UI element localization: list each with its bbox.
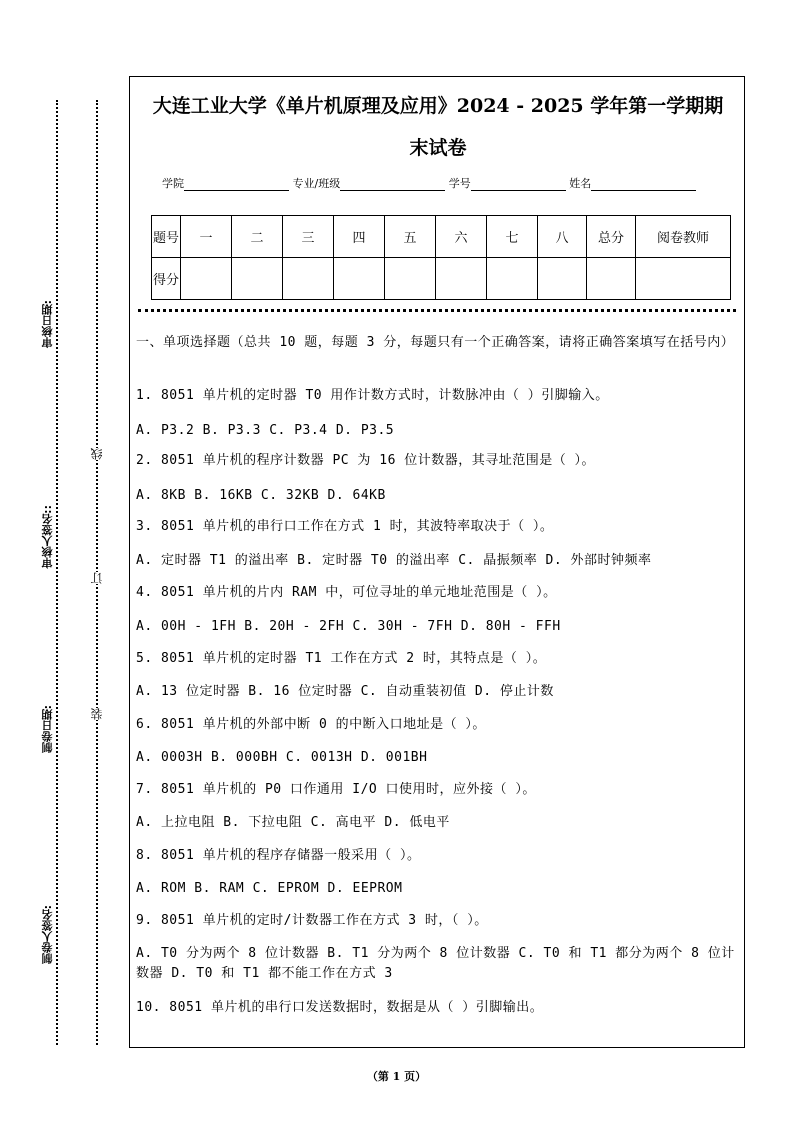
- score-row-label: 得分: [152, 258, 181, 300]
- options-9: A. T0 分为两个 8 位计数器 B. T1 分为两个 8 位计数器 C. T0 和 T1 都分为两个 8 位计数器 D. T0 和 T1 都不能工作在方式 3: [136, 946, 735, 981]
- score-cell[interactable]: [487, 258, 538, 300]
- question-4: 4. 8051 单片机的片内 RAM 中，可位寻址的单元地址范围是（ ）。: [136, 585, 557, 600]
- score-cell[interactable]: [538, 258, 587, 300]
- question-2: 2. 8051 单片机的程序计数器 PC 为 16 位计数器，其寻址范围是（ ）。: [136, 453, 596, 468]
- binding-dotted-line-outer: [56, 100, 58, 1045]
- question-9: 9. 8051 单片机的定时/计数器工作在方式 3 时，（ ）。: [136, 913, 488, 928]
- student-info-row: [162, 175, 696, 191]
- student-id-field[interactable]: [471, 178, 566, 191]
- compile-date-label: 制卷日期:: [41, 705, 54, 754]
- binding-word-ding: 订: [90, 572, 104, 584]
- student-id-label: 学号: [448, 177, 471, 190]
- question-number-header: 题号: [152, 216, 181, 258]
- options-5: A. 13 位定时器 B. 16 位定时器 C. 自动重装初值 D. 停止计数: [136, 684, 554, 699]
- col-1: 一: [181, 216, 232, 258]
- col-6: 六: [436, 216, 487, 258]
- major-label: 专业/班级: [292, 177, 341, 190]
- col-3: 三: [283, 216, 334, 258]
- question-1: 1. 8051 单片机的定时器 T0 用作计数方式时，计数脉冲由（ ）引脚输入。: [136, 388, 609, 403]
- section-heading: 一、单项选择题（总共 10 题，每题 3 分，每题只有一个正确答案，请将正确答案填写在括号内）: [136, 335, 735, 350]
- page-number: （第 1 页）: [366, 1070, 427, 1083]
- score-cell[interactable]: [283, 258, 334, 300]
- exam-title-line2: 末试卷: [409, 137, 467, 159]
- score-cell[interactable]: [232, 258, 283, 300]
- grader-header: 阅卷教师: [636, 216, 731, 258]
- question-7: 7. 8051 单片机的 P0 口作通用 I/O 口使用时，应外接（ ）。: [136, 782, 536, 797]
- question-6: 6. 8051 单片机的外部中断 0 的中断入口地址是（ ）。: [136, 717, 486, 732]
- col-4: 四: [334, 216, 385, 258]
- col-8: 八: [538, 216, 587, 258]
- exam-frame: [129, 76, 745, 1048]
- dotted-separator: [138, 309, 736, 312]
- compiler-signature-label: 制卷人签名:: [41, 905, 54, 965]
- col-total: 总分: [587, 216, 636, 258]
- name-field[interactable]: [591, 178, 696, 191]
- score-cell[interactable]: [334, 258, 385, 300]
- reviewer-signature-label: 审核人签名::: [41, 505, 54, 569]
- options-1: A. P3.2 B. P3.3 C. P3.4 D. P3.5: [136, 423, 395, 438]
- question-3: 3. 8051 单片机的串行口工作在方式 1 时，其波特率取决于（ ）。: [136, 519, 554, 534]
- options-4: A. 00H - 1FH B. 20H - 2FH C. 30H - 7FH D. 80H - FFH: [136, 619, 561, 634]
- college-field[interactable]: [184, 178, 289, 191]
- question-5: 5. 8051 单片机的定时器 T1 工作在方式 2 时，其特点是（ ）。: [136, 651, 547, 666]
- college-label: 学院: [162, 177, 184, 190]
- options-8: A. ROM B. RAM C. EPROM D. EEPROM: [136, 881, 403, 896]
- options-3: A. 定时器 T1 的溢出率 B. 定时器 T0 的溢出率 C. 晶振频率 D. 外部时钟频率: [136, 553, 652, 568]
- binding-word-zhuang: 装: [90, 708, 104, 720]
- grader-cell[interactable]: [636, 258, 731, 300]
- name-label: 姓名: [569, 177, 592, 190]
- options-2: A. 8KB B. 16KB C. 32KB D. 64KB: [136, 488, 386, 503]
- options-7: A. 上拉电阻 B. 下拉电阻 C. 高电平 D. 低电平: [136, 815, 450, 830]
- col-2: 二: [232, 216, 283, 258]
- score-table: [151, 215, 731, 300]
- score-cell[interactable]: [181, 258, 232, 300]
- options-6: A. 0003H B. 000BH C. 0013H D. 001BH: [136, 750, 428, 765]
- col-7: 七: [487, 216, 538, 258]
- score-cell[interactable]: [385, 258, 436, 300]
- question-10: 10. 8051 单片机的串行口发送数据时，数据是从（ ）引脚输出。: [136, 1000, 544, 1015]
- review-date-label: 审核日期:: [41, 300, 54, 349]
- score-cell[interactable]: [436, 258, 487, 300]
- exam-title-line1: 大连工业大学《单片机原理及应用》2024 - 2025 学年第一学期期: [152, 95, 724, 117]
- score-cell[interactable]: [587, 258, 636, 300]
- col-5: 五: [385, 216, 436, 258]
- question-8: 8. 8051 单片机的程序存储器一般采用（ ）。: [136, 848, 421, 863]
- binding-word-xian: 线: [90, 448, 104, 460]
- major-field[interactable]: [340, 178, 445, 191]
